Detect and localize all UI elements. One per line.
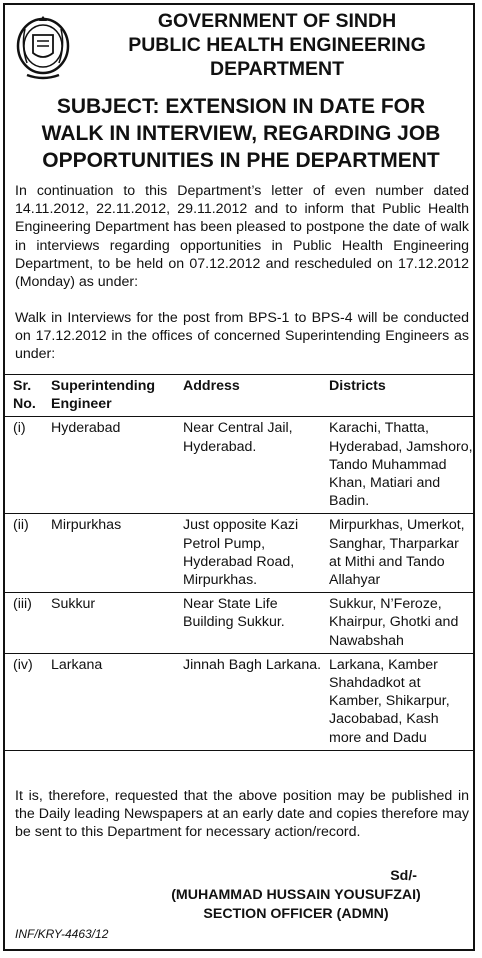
- table-row: [5, 593, 473, 654]
- header-line-1: GOVERNMENT OF SINDH: [157, 10, 397, 32]
- row-address: Near State Life Building Sukkur.: [183, 596, 285, 631]
- header: [5, 5, 477, 91]
- reference-number: INF/KRY-4463/12: [15, 927, 109, 941]
- header-line-2: PUBLIC HEALTH ENGINEERING: [128, 34, 426, 56]
- row-sr: (iii): [13, 596, 32, 613]
- row-districts: Sukkur, N’Feroze, Khairpur, Ghotki and Nawabshah: [329, 596, 459, 649]
- table-row: [5, 417, 473, 514]
- offices-table: [5, 374, 473, 751]
- row-address: Jinnah Bagh Larkana.: [183, 656, 322, 673]
- row-engineer: Sukkur: [51, 596, 96, 613]
- table-row: [5, 653, 473, 750]
- row-engineer: Mirpurkhas: [51, 517, 122, 534]
- row-sr: (i): [13, 420, 26, 437]
- intro-paragraph: In continuation to this Department’s letter of even number dated 14.11.2012, 22.11.2012, 29.11.2012 and to inform that Public Health Engineering Department has been pleased to postpone the date of walk in interviews regarding opportunities in Public Health Engineering Department, to be held on 07.12.2012 and rescheduled on 17.12.2012 (Monday) as under:: [15, 183, 469, 291]
- signature-sd: Sd/-: [390, 868, 417, 884]
- signature-block: [115, 867, 477, 924]
- interview-paragraph: Walk in Interviews for the post from BPS-1 to BPS-4 will be conducted on 17.12.2012 in the offices of concerned Superintending Engineers as under:: [15, 310, 469, 363]
- table-header-row: [5, 375, 473, 417]
- row-engineer: Larkana: [51, 656, 103, 673]
- row-address: Near Central Jail, Hyderabad.: [183, 420, 293, 455]
- subject-line-2: WALK IN INTERVIEW, REGARDING JOB: [41, 122, 441, 145]
- row-sr: (ii): [13, 517, 29, 534]
- header-sr: Sr. No.: [5, 375, 51, 417]
- header-engineer: Superintending Engineer: [51, 375, 183, 417]
- header-line-3: DEPARTMENT: [210, 58, 344, 80]
- subject-line-1: SUBJECT: EXTENSION IN DATE FOR: [56, 95, 426, 118]
- advertisement-frame: [3, 3, 475, 951]
- header-districts: Districts: [329, 375, 473, 417]
- row-districts: Karachi, Thatta, Hyderabad, Jamshoro, Tando Muhammad Khan, Matiari and Badin.: [329, 420, 473, 510]
- row-districts: Mirpurkhas, Umerkot, Sanghar, Tharparkar at Mithi and Tando Allahyar: [329, 517, 465, 589]
- table-row: [5, 514, 473, 593]
- row-sr: (iv): [13, 656, 33, 673]
- subject-heading: [5, 93, 477, 174]
- row-districts: Larkana, Kamber Shahdadkot at Kamber, Shikarpur, Jacobabad, Kash more and Dadu: [329, 656, 450, 746]
- row-engineer: Hyderabad: [51, 420, 121, 437]
- header-address: Address: [183, 375, 329, 417]
- signatory-title: SECTION OFFICER (ADMN): [203, 906, 389, 922]
- signatory-name: (MUHAMMAD HUSSAIN YOUSUFZAI): [171, 887, 421, 903]
- row-address: Just opposite Kazi Petrol Pump, Hyderabad Road, Mirpurkhas.: [183, 517, 299, 589]
- request-paragraph: It is, therefore, requested that the above position may be published in the Daily leading Newspapers at an early date and copies therefore may be sent to this Department for necessary action/record.: [15, 788, 469, 841]
- government-seal-icon: [15, 13, 71, 83]
- department-heading: [85, 9, 469, 81]
- subject-line-3: OPPORTUNITIES IN PHE DEPARTMENT: [42, 149, 440, 172]
